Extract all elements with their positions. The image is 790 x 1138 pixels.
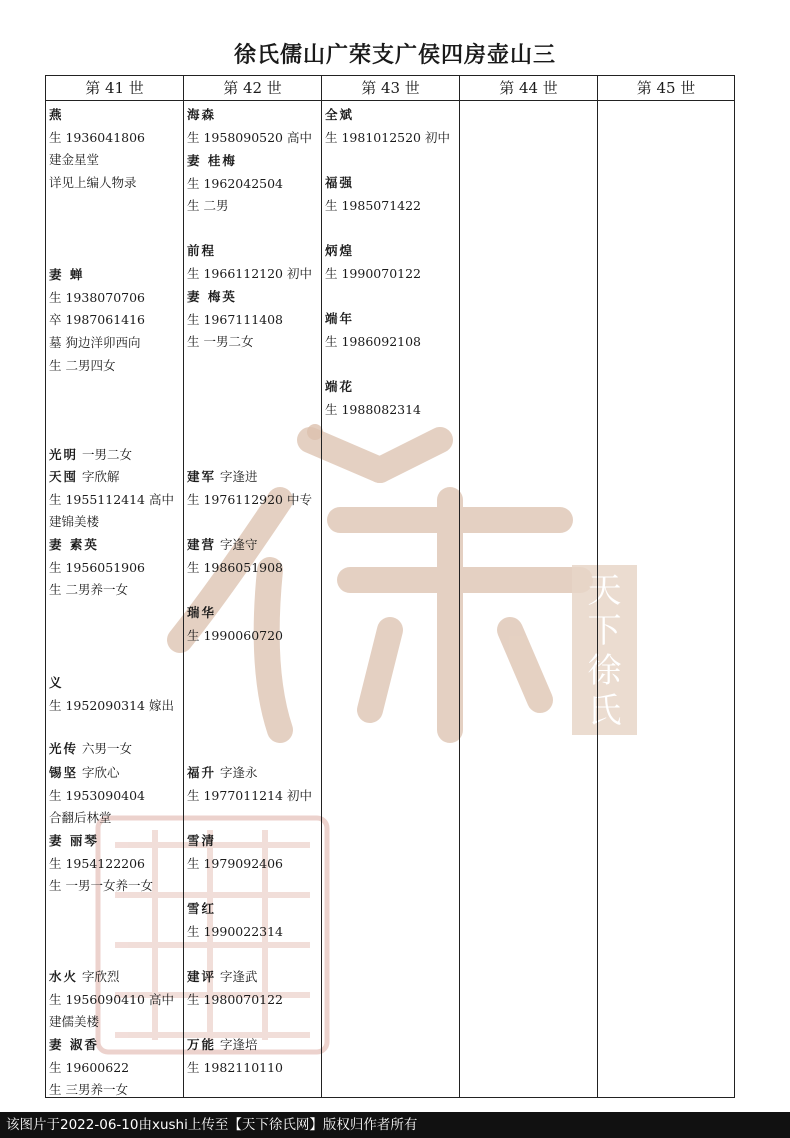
person-name: 妻 淑香 bbox=[49, 1037, 99, 1052]
person-detail-line: 详见上编人物录 bbox=[49, 175, 137, 191]
column-header: 第 43 世 bbox=[322, 76, 459, 101]
person-detail-line: 生 1981012520 初中 bbox=[325, 129, 450, 145]
person-note: 一男二女 bbox=[78, 447, 132, 462]
person-name: 妻 蝉 bbox=[49, 267, 85, 282]
person-note: 六男一女 bbox=[78, 741, 132, 756]
column-header: 第 42 世 bbox=[184, 76, 321, 101]
person-detail-line: 生 二男四女 bbox=[49, 357, 116, 373]
person-detail-line: 生 三男养一女 bbox=[49, 1082, 128, 1098]
person-entry bbox=[325, 104, 450, 149]
person-name-line bbox=[187, 1034, 283, 1057]
person-name-line bbox=[325, 308, 421, 331]
person-entry bbox=[187, 534, 283, 579]
person-entry bbox=[325, 308, 421, 353]
person-entry bbox=[325, 376, 421, 421]
person-entry bbox=[49, 534, 145, 602]
person-detail-line: 生 1936041806 bbox=[49, 129, 146, 145]
person-detail-line: 建儒美楼 bbox=[49, 1014, 100, 1030]
person-name-line bbox=[187, 286, 283, 309]
person-name-line bbox=[187, 830, 283, 853]
person-detail-line: 生 1967111408 bbox=[187, 311, 284, 327]
person-name: 万能 bbox=[187, 1037, 217, 1052]
person-entry bbox=[187, 466, 312, 511]
person-name-line bbox=[49, 762, 145, 785]
person-name: 妻 素英 bbox=[49, 537, 99, 552]
person-entry bbox=[49, 264, 145, 378]
person-name: 雪红 bbox=[187, 901, 217, 916]
person-name: 全斌 bbox=[325, 107, 355, 122]
person-detail-line: 生 1958090520 高中 bbox=[187, 129, 312, 145]
person-detail-line: 生 1990022314 bbox=[187, 923, 284, 939]
person-detail-line: 生 二男 bbox=[187, 198, 229, 214]
person-name: 建营 bbox=[187, 537, 217, 552]
person-detail-line: 生 1966112120 初中 bbox=[187, 265, 312, 281]
person-name-line bbox=[187, 150, 283, 173]
person-detail-line: 生 1952090314 嫁出 bbox=[49, 697, 174, 713]
person-name: 妻 丽琴 bbox=[49, 833, 99, 848]
person-note: 字欣心 bbox=[78, 765, 120, 780]
person-name-line bbox=[325, 104, 450, 127]
person-name: 妻 桂梅 bbox=[187, 153, 237, 168]
person-name-line bbox=[49, 534, 145, 557]
person-name: 福升 bbox=[187, 765, 217, 780]
person-entry bbox=[187, 602, 283, 647]
person-entry bbox=[187, 966, 283, 1011]
person-detail-line: 生 1962042504 bbox=[187, 175, 284, 191]
person-detail-line: 生 1986092108 bbox=[325, 333, 422, 349]
person-entry bbox=[325, 172, 421, 217]
person-name-line bbox=[49, 672, 174, 695]
column-gen45 bbox=[598, 76, 734, 1097]
person-entry bbox=[187, 240, 312, 285]
person-name-line bbox=[187, 466, 312, 489]
person-detail-line: 生 1982110110 bbox=[187, 1059, 284, 1075]
person-name-line bbox=[49, 1034, 129, 1057]
person-detail-line: 生 一男二女 bbox=[187, 334, 254, 350]
person-detail-line: 生 1956090410 高中 bbox=[49, 991, 174, 1007]
person-name-line bbox=[49, 966, 174, 989]
watermark-side-text: 天 下 徐 氏 bbox=[587, 571, 622, 731]
person-entry bbox=[49, 966, 174, 1034]
person-name: 天囤 bbox=[49, 469, 79, 484]
person-name: 燕 bbox=[49, 107, 64, 122]
person-detail-line: 生 1956051906 bbox=[49, 559, 146, 575]
column-header: 第 41 世 bbox=[46, 76, 183, 101]
person-note: 字逢武 bbox=[216, 969, 258, 984]
person-name: 端花 bbox=[325, 379, 355, 394]
person-name-line bbox=[49, 104, 145, 127]
person-name-line bbox=[49, 444, 132, 467]
person-name-line bbox=[325, 376, 421, 399]
person-detail-line: 生 1988082314 bbox=[325, 401, 422, 417]
person-name: 妻 梅英 bbox=[187, 289, 237, 304]
person-name: 雪清 bbox=[187, 833, 217, 848]
person-detail-line: 生 19600622 bbox=[49, 1059, 130, 1075]
person-detail-line: 生 二男养一女 bbox=[49, 582, 128, 598]
person-entry bbox=[187, 830, 283, 875]
person-detail-line: 卒 1987061416 bbox=[49, 312, 146, 328]
person-name: 水火 bbox=[49, 969, 79, 984]
person-detail-line: 生 1986051908 bbox=[187, 559, 284, 575]
person-name-line bbox=[187, 762, 312, 785]
person-name-line bbox=[187, 966, 283, 989]
column-header: 第 45 世 bbox=[598, 76, 734, 101]
person-entry bbox=[187, 1034, 283, 1079]
person-detail-line: 生 一男一女养一女 bbox=[49, 878, 153, 894]
column-gen43 bbox=[322, 76, 460, 1097]
person-name-line bbox=[49, 466, 174, 489]
column-gen44 bbox=[460, 76, 598, 1097]
person-entry bbox=[187, 150, 283, 218]
page-title: 徐氏儒山广荣支广侯四房壶山三 bbox=[233, 42, 556, 68]
person-entry bbox=[187, 898, 283, 943]
person-name: 炳煌 bbox=[325, 243, 355, 258]
person-name: 光明 bbox=[49, 447, 79, 462]
person-name-line bbox=[325, 240, 421, 263]
person-entry bbox=[49, 466, 174, 534]
person-entry bbox=[187, 286, 283, 354]
person-entry bbox=[49, 672, 174, 717]
person-detail-line: 生 1985071422 bbox=[325, 197, 422, 213]
column-gen42 bbox=[184, 76, 322, 1097]
person-name-line bbox=[49, 830, 153, 853]
person-name: 福强 bbox=[325, 175, 355, 190]
person-detail-line: 生 1979092406 bbox=[187, 855, 284, 871]
person-note: 字逢守 bbox=[216, 537, 258, 552]
person-name: 光传 bbox=[49, 741, 79, 756]
person-name: 瑞华 bbox=[187, 605, 217, 620]
person-note: 字逢永 bbox=[216, 765, 258, 780]
person-note: 字逢培 bbox=[216, 1037, 258, 1052]
person-detail-line: 生 1954122206 bbox=[49, 855, 146, 871]
person-name: 前程 bbox=[187, 243, 217, 258]
person-detail-line: 生 1955112414 高中 bbox=[49, 491, 174, 507]
person-name-line bbox=[187, 104, 312, 127]
footer-copyright: 该图片于2022-06-10由xushi上传至【天下徐氏网】版权归作者所有 bbox=[0, 1112, 790, 1138]
person-entry bbox=[187, 762, 312, 807]
person-detail-line: 生 1938070706 bbox=[49, 289, 146, 305]
person-name: 义 bbox=[49, 675, 64, 690]
person-name-line bbox=[187, 240, 312, 263]
person-name: 锡坚 bbox=[49, 765, 79, 780]
person-note: 字欣烈 bbox=[78, 969, 120, 984]
person-detail-line: 生 1990060720 bbox=[187, 627, 284, 643]
person-detail-line: 生 1990070122 bbox=[325, 265, 422, 281]
person-entry bbox=[49, 104, 145, 195]
column-gen41 bbox=[46, 76, 184, 1097]
person-name-line bbox=[187, 898, 283, 921]
person-detail-line: 生 1977011214 初中 bbox=[187, 787, 312, 803]
person-entry bbox=[187, 104, 312, 149]
person-note: 字逢进 bbox=[216, 469, 258, 484]
person-name: 端年 bbox=[325, 311, 355, 326]
person-name-line bbox=[49, 264, 145, 287]
person-name-line bbox=[187, 602, 283, 625]
person-entry bbox=[325, 240, 421, 285]
person-entry bbox=[49, 830, 153, 898]
genealogy-table bbox=[45, 75, 735, 1098]
person-detail-line: 生 1953090404 bbox=[49, 787, 146, 803]
person-detail-line: 墓 狗边洋卯西向 bbox=[49, 335, 141, 351]
person-name-line bbox=[49, 738, 132, 761]
person-note: 字欣解 bbox=[78, 469, 120, 484]
person-name-line bbox=[187, 534, 283, 557]
person-name: 建评 bbox=[187, 969, 217, 984]
person-entry bbox=[49, 444, 132, 467]
person-detail-line: 生 1980070122 bbox=[187, 991, 284, 1007]
person-detail-line: 合翻后林堂 bbox=[49, 810, 112, 826]
person-name: 海森 bbox=[187, 107, 217, 122]
person-detail-line: 建锦美楼 bbox=[49, 514, 100, 530]
person-entry bbox=[49, 762, 145, 830]
person-name: 建军 bbox=[187, 469, 217, 484]
column-header: 第 44 世 bbox=[460, 76, 597, 101]
person-entry bbox=[49, 1034, 129, 1102]
person-entry bbox=[49, 738, 132, 761]
person-detail-line: 生 1976112920 中专 bbox=[187, 491, 312, 507]
person-detail-line: 建金星堂 bbox=[49, 152, 100, 168]
person-name-line bbox=[325, 172, 421, 195]
